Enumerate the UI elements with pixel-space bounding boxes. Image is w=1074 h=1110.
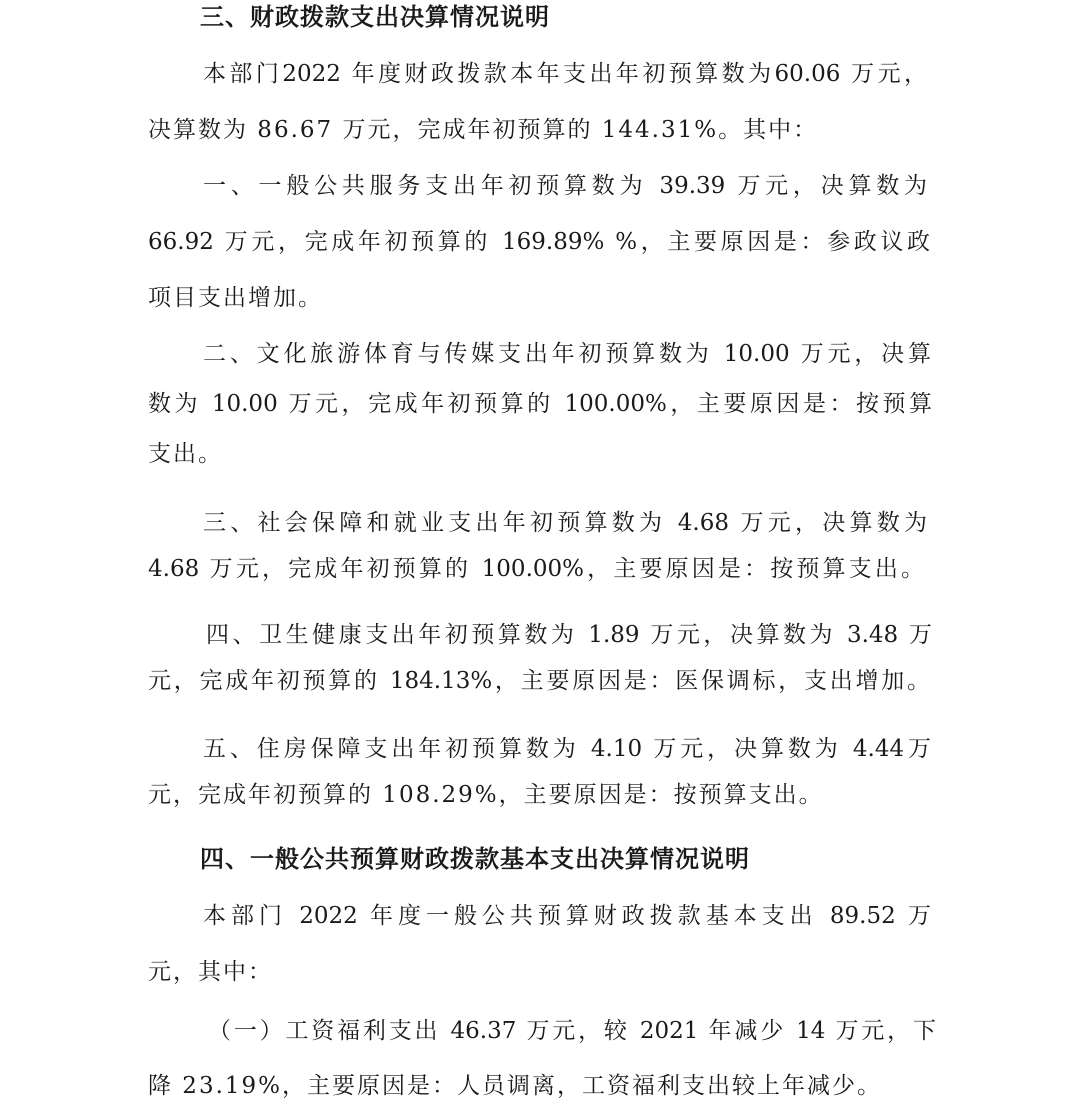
item-2-line-2: 数为 10.00 万元，完成年初预算的 100.00%，主要原因是：按预算 xyxy=(148,391,932,417)
section-4-heading: 四、一般公共预算财政拨款基本支出决算情况说明 xyxy=(200,845,750,873)
section-3-heading: 三、财政拨款支出决算情况说明 xyxy=(200,3,550,31)
item-4-line-2: 元，完成年初预算的 184.13%，主要原因是：医保调标，支出增加。 xyxy=(148,668,930,694)
item-2-line-1: 二、文化旅游体育与传媒支出年初预算数为 10.00 万元，决算 xyxy=(203,341,931,367)
section-3-intro-line-1: 本部门2022 年度财政拨款本年支出年初预算数为60.06 万元， xyxy=(203,61,927,87)
item-1-line-3: 项目支出增加。 xyxy=(148,285,323,311)
item-2-line-3: 支出。 xyxy=(148,441,223,467)
item-3-line-1: 三、社会保障和就业支出年初预算数为 4.68 万元，决算数为 xyxy=(203,510,927,536)
item-5-line-1: 五、住房保障支出年初预算数为 4.10 万元，决算数为 4.44万 xyxy=(203,736,931,762)
section-3-intro-line-2: 决算数为 86.67 万元，完成年初预算的 144.31%。其中： xyxy=(148,117,819,143)
section-4-item-1-line-2: 降 23.19%，主要原因是：人员调离，工资福利支出较上年减少。 xyxy=(148,1073,883,1099)
section-4-item-1-line-1: （一）工资福利支出 46.37 万元，较 2021 年减少 14 万元，下 xyxy=(208,1018,936,1044)
section-4-intro-line-1: 本部门 2022 年度一般公共预算财政拨款基本支出 89.52 万 xyxy=(203,903,931,929)
section-4-intro-line-2: 元，其中： xyxy=(148,959,273,985)
item-1-line-2: 66.92 万元，完成年初预算的 169.89% %，主要原因是：参政议政 xyxy=(148,229,930,255)
item-3-line-2: 4.68 万元，完成年初预算的 100.00%，主要原因是：按预算支出。 xyxy=(148,556,924,582)
item-1-line-1: 一、一般公共服务支出年初预算数为 39.39 万元，决算数为 xyxy=(203,173,927,199)
item-4-line-1: 四、卫生健康支出年初预算数为 1.89 万元，决算数为 3.48 万 xyxy=(206,622,932,648)
item-5-line-2: 元，完成年初预算的 108.29%，主要原因是：按预算支出。 xyxy=(148,782,824,808)
